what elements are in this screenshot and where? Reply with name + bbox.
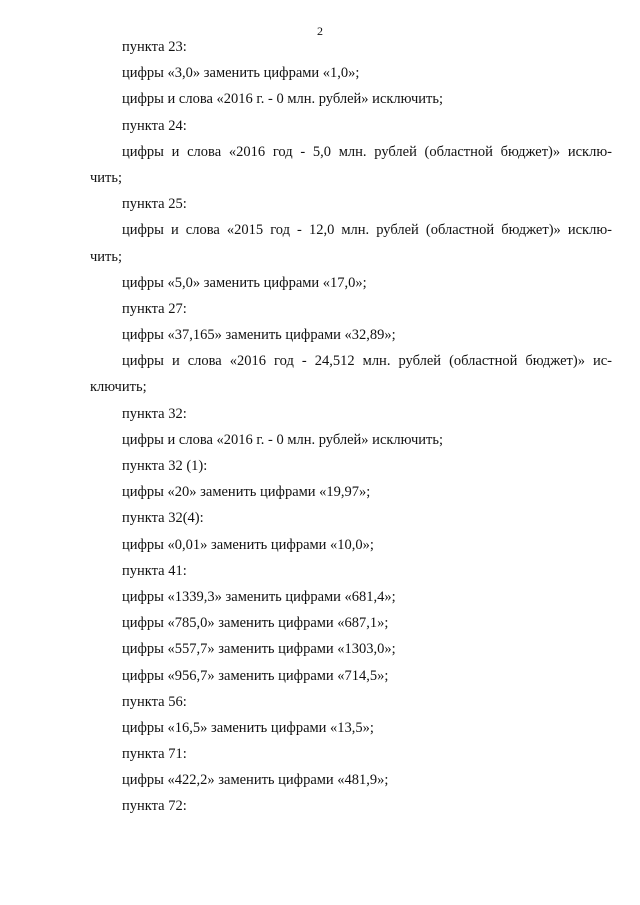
paragraph-line: цифры и слова «2016 год - 5,0 млн. рублей (областной бюджет)» исклю- xyxy=(122,143,612,160)
paragraph-line: цифры «16,5» заменить цифрами «13,5»; xyxy=(122,719,374,736)
paragraph-line: цифры «1339,3» заменить цифрами «681,4»; xyxy=(122,588,396,605)
document-body xyxy=(90,34,612,820)
paragraph-line: цифры «20» заменить цифрами «19,97»; xyxy=(122,484,371,501)
paragraph-continuation: чить; xyxy=(90,169,123,186)
paragraph-line: пункта 25: xyxy=(122,196,187,213)
paragraph-line: пункта 32(4): xyxy=(122,510,204,527)
paragraph-line: цифры и слова «2016 г. - 0 млн. рублей» исключить; xyxy=(122,91,443,108)
paragraph-line: пункта 32 (1): xyxy=(122,458,208,474)
paragraph-line: цифры «0,01» заменить цифрами «10,0»; xyxy=(122,536,374,553)
paragraph-line: пункта 71: xyxy=(122,746,187,763)
paragraph-continuation: ключить; xyxy=(90,379,147,396)
paragraph-line: цифры «956,7» заменить цифрами «714,5»; xyxy=(122,667,389,684)
paragraph-line: пункта 41: xyxy=(122,562,187,579)
paragraph-line: цифры «5,0» заменить цифрами «17,0»; xyxy=(122,274,367,291)
paragraph-line: цифры и слова «2015 год - 12,0 млн. рублей (областной бюджет)» исклю- xyxy=(122,222,612,239)
paragraph-continuation: чить; xyxy=(90,248,123,265)
paragraph-line: пункта 56: xyxy=(122,693,187,710)
paragraph-line: цифры «37,165» заменить цифрами «32,89»; xyxy=(122,327,396,344)
paragraph-line: цифры «557,7» заменить цифрами «1303,0»; xyxy=(122,641,396,658)
paragraph-line: цифры «422,2» заменить цифрами «481,9»; xyxy=(122,772,389,789)
paragraph-line: цифры и слова «2016 г. - 0 млн. рублей» исключить; xyxy=(122,431,443,448)
paragraph-line: цифры «785,0» заменить цифрами «687,1»; xyxy=(122,615,389,632)
page-number: 2 xyxy=(317,24,323,38)
paragraph-line: цифры «3,0» заменить цифрами «1,0»; xyxy=(122,65,360,82)
paragraph-line: пункта 72: xyxy=(122,798,187,815)
paragraph-line: пункта 23: xyxy=(122,39,187,55)
paragraph-line: пункта 27: xyxy=(122,300,187,317)
paragraph-line: пункта 32: xyxy=(122,405,187,422)
paragraph-line: пункта 24: xyxy=(122,117,187,134)
paragraph-line: цифры и слова «2016 год - 24,512 млн. рублей (областной бюджет)» ис- xyxy=(122,353,612,370)
